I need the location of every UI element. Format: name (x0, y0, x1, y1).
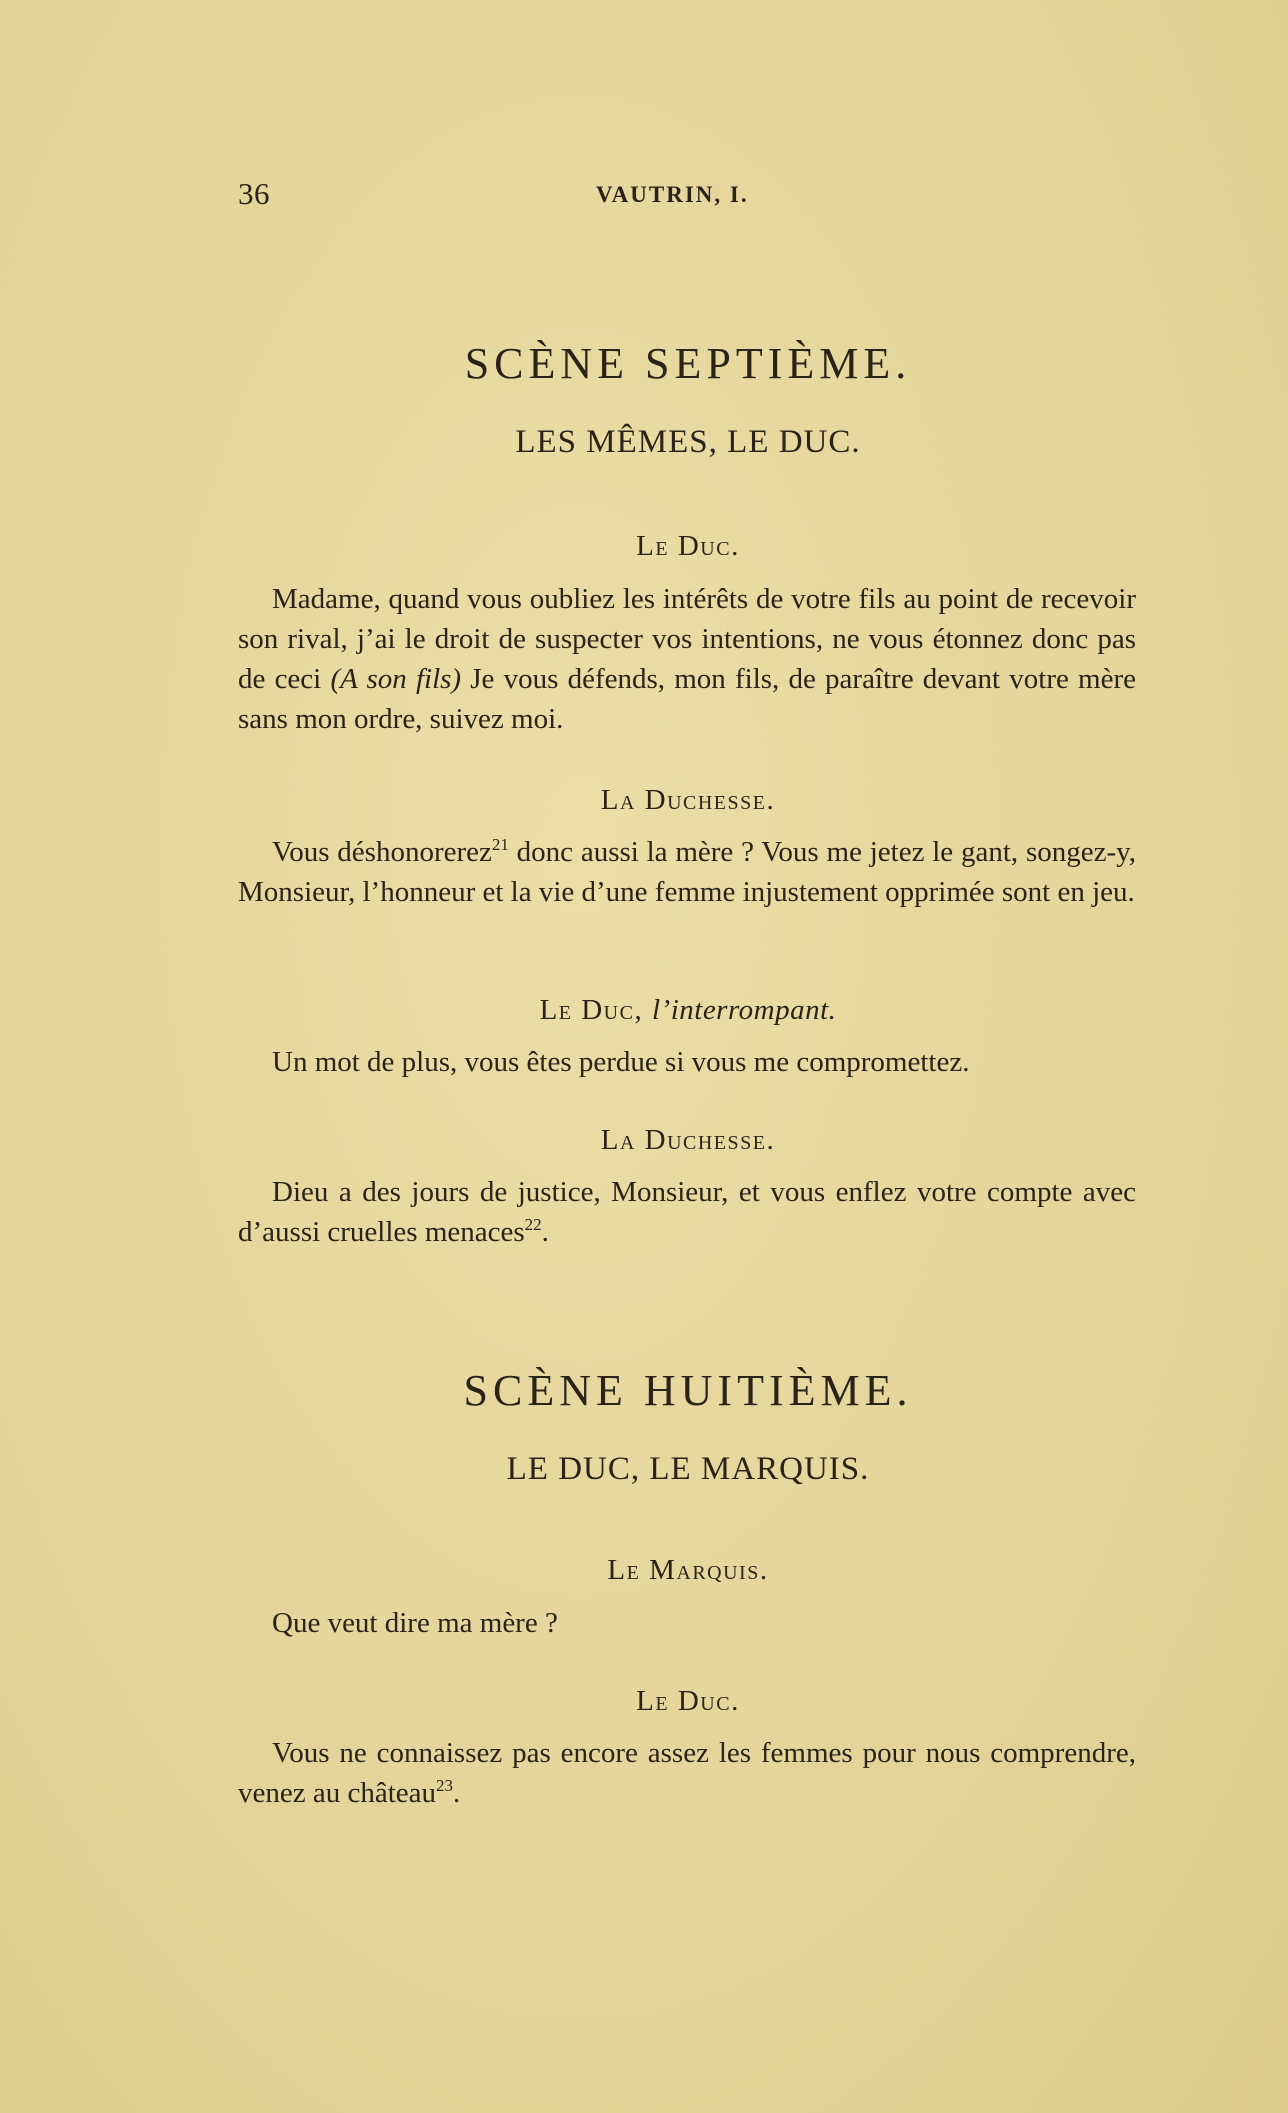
speech-text: . (453, 1777, 461, 1809)
speaker-name: Le Duc, (539, 994, 644, 1026)
footnote-ref-23: 23 (436, 1776, 454, 1795)
running-head (238, 176, 1138, 216)
speaker-la-duchesse: La Duchesse. (600, 1124, 776, 1156)
footnote-ref-21: 21 (491, 835, 509, 854)
speech-text: Madame, quand vous oubliez les intérêts de votre fils au point de recevoir son rival, j’ai le droit de suspecter vos intentions, ne vous étonnez donc pas de ceci (238, 583, 1136, 695)
speech-le-marquis-1: Que veut dire ma mère ? (272, 1607, 558, 1639)
running-title: VAUTRIN, I. (596, 182, 749, 207)
speech-text: Vous déshonorerez (272, 836, 492, 868)
speech-text: Je vous défends, mon fils, de paraître devant votre mère sans mon ordre, suivez moi. (238, 663, 1136, 735)
speech-le-duc-2: Un mot de plus, vous êtes perdue si vous me compromettez. (272, 1046, 970, 1078)
speaker-le-marquis: Le Marquis. (607, 1554, 769, 1586)
speech-text: Vous ne connaissez pas encore assez les femmes pour nous comprendre, venez au château (238, 1737, 1136, 1809)
speech-text: donc aussi la mère ? Vous me jetez le gant, songez-y, Monsieur, l’honneur et la vie d’une femme injustement opprimée sont en jeu. (238, 836, 1136, 908)
speech-le-duc-1 (238, 579, 1136, 739)
scene-7-title: SCÈNE SEPTIÈME. (464, 339, 912, 388)
footnote-ref-22: 22 (524, 1215, 542, 1234)
speaker-le-duc: Le Duc. (636, 530, 740, 562)
speaker-le-duc-interrupting (238, 994, 1138, 1027)
speech-text: . (541, 1216, 549, 1248)
speech-le-duc-3 (238, 1733, 1136, 1813)
speaker-la-duchesse: La Duchesse. (600, 784, 776, 816)
stage-direction: (A son fils) (330, 663, 462, 695)
stage-direction: l’interrompant. (651, 994, 837, 1026)
speaker-le-duc: Le Duc. (636, 1685, 740, 1717)
scene-8-title: SCÈNE HUITIÈME. (463, 1366, 913, 1415)
scene-7-cast: LES MÊMES, LE DUC. (515, 424, 861, 460)
speech-la-duchesse-2 (238, 1172, 1136, 1252)
speech-la-duchesse-1 (238, 832, 1136, 912)
speech-text: Dieu a des jours de justice, Monsieur, et vous enflez votre compte avec d’aussi cruelles menaces (238, 1176, 1136, 1248)
scene-8-cast: LE DUC, LE MARQUIS. (506, 1451, 870, 1487)
page-number: 36 (238, 176, 270, 211)
